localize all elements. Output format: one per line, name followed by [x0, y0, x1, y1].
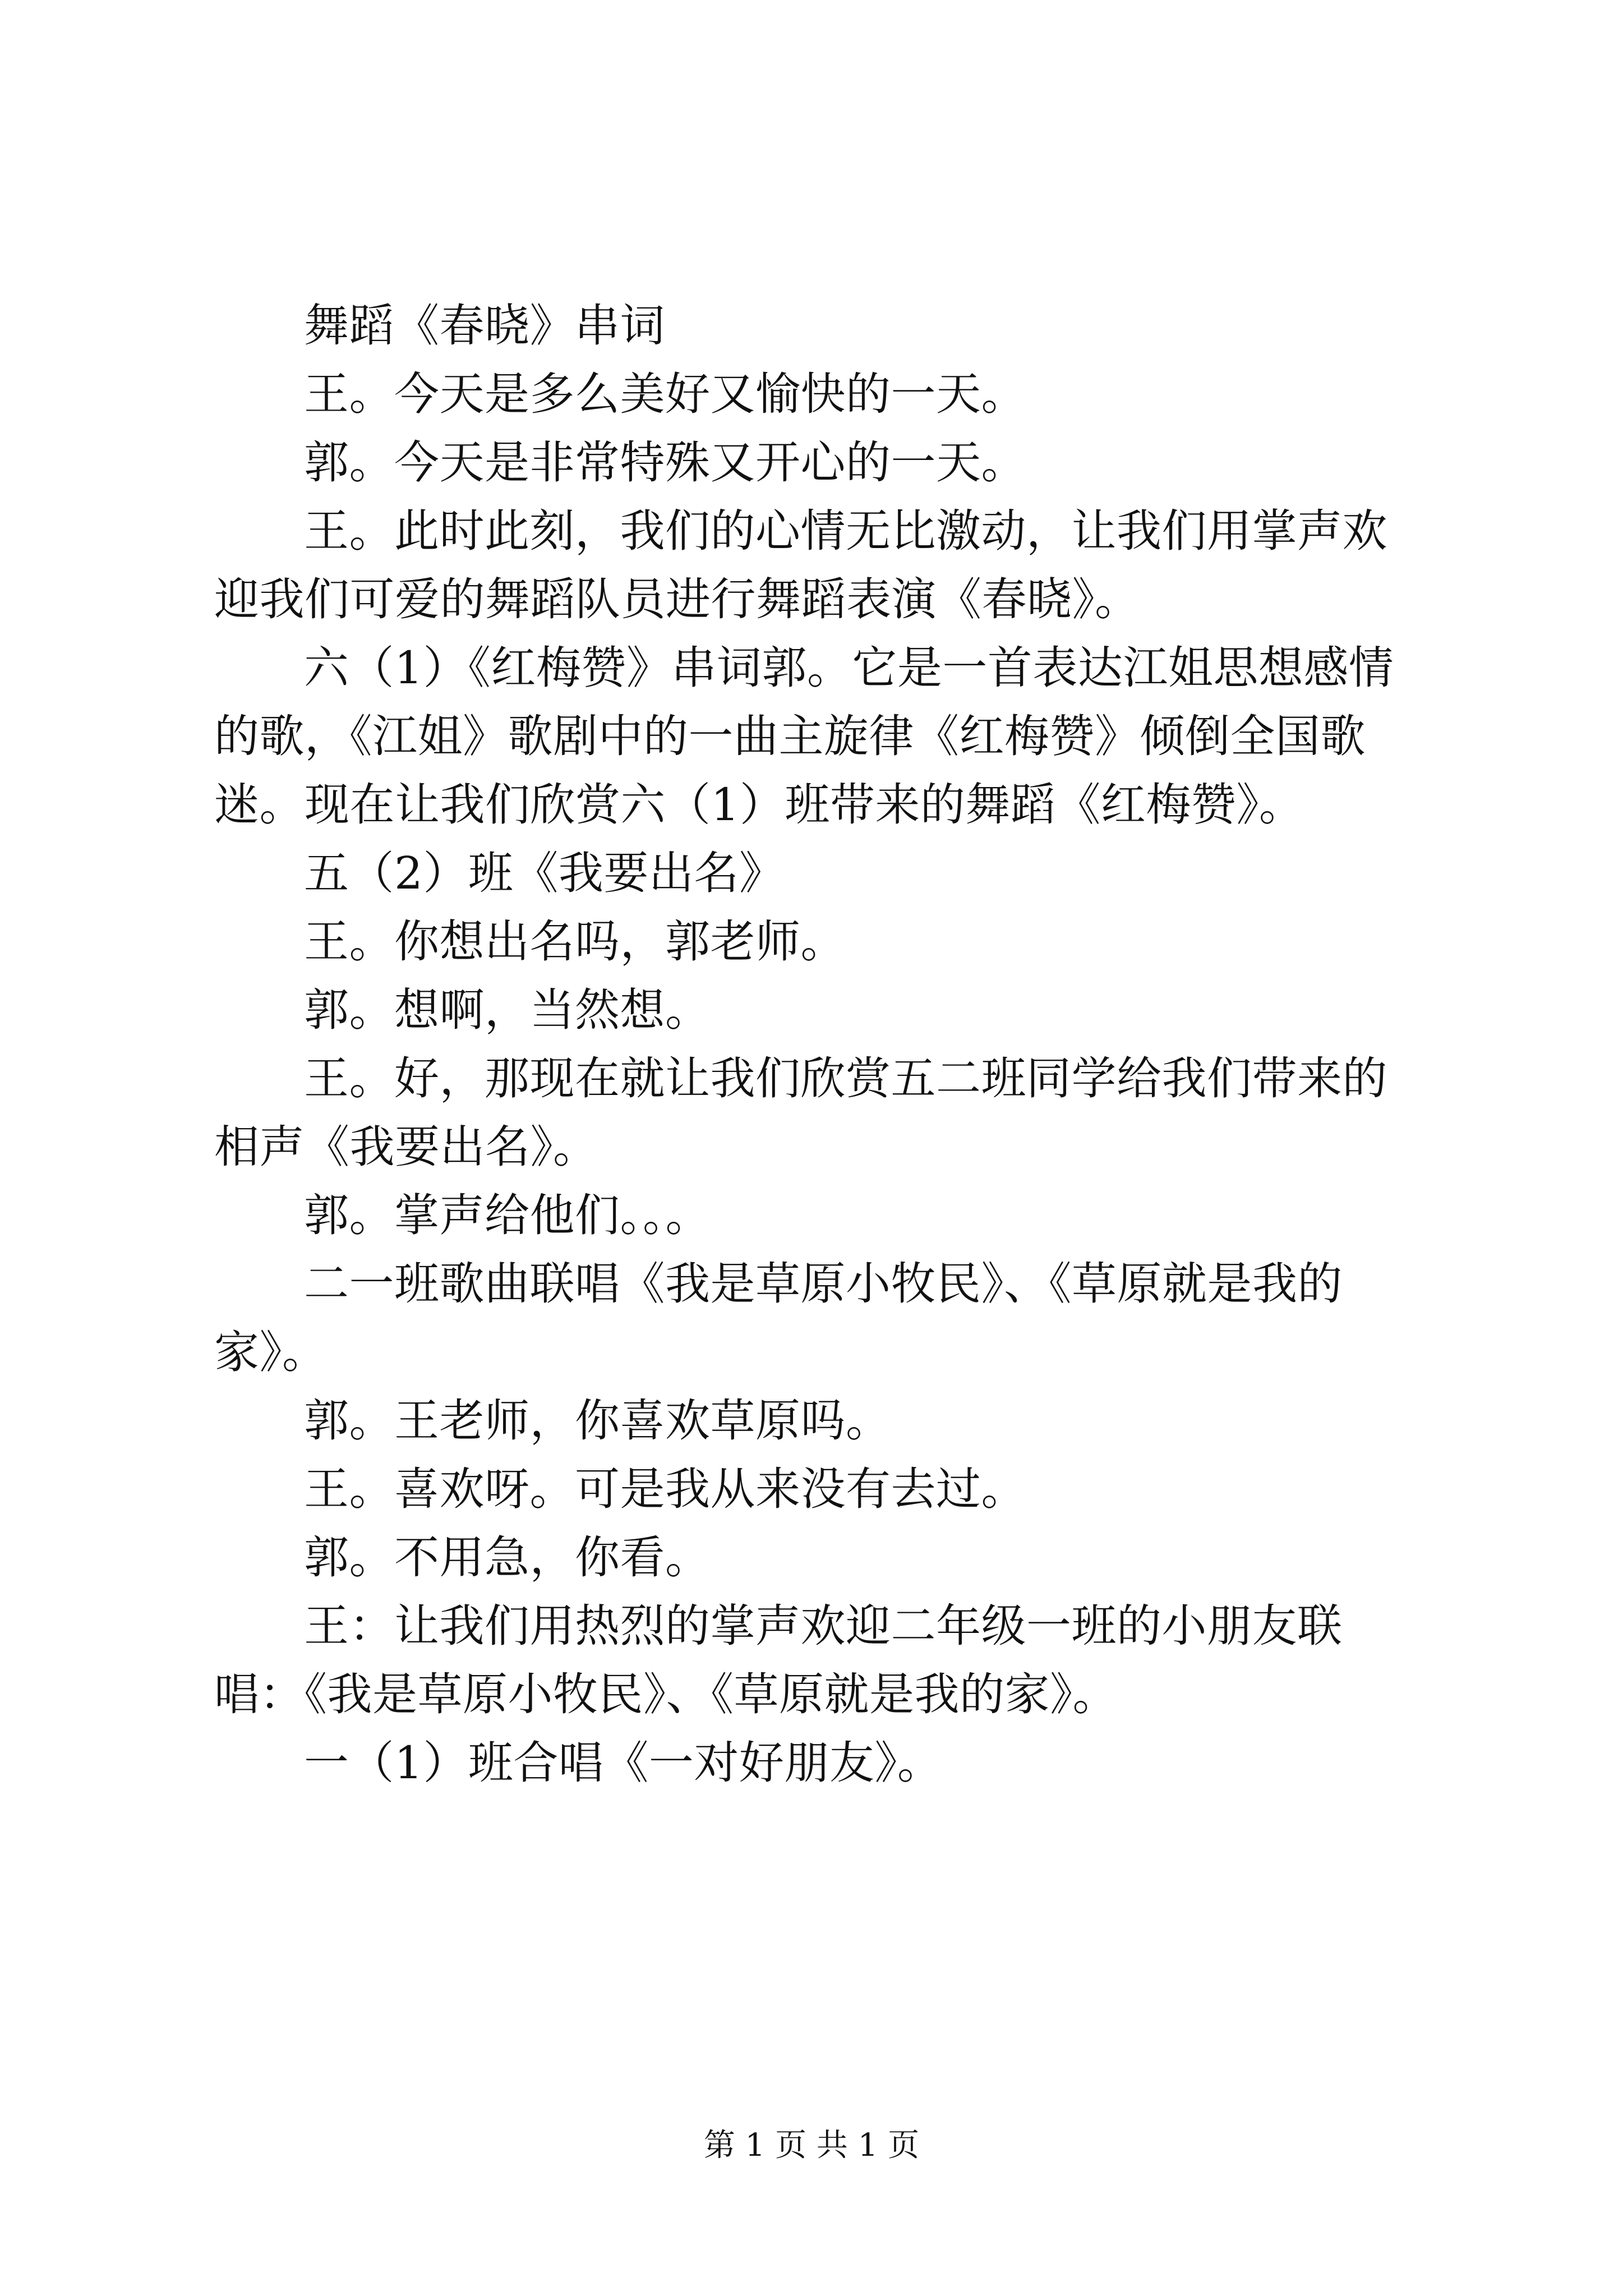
paragraph: 五（2）班《我要出名》	[304, 847, 785, 899]
paragraph: 王：让我们用热烈的掌声欢迎二年级一班的小朋友联唱：《我是草原小牧民》、《草原就是我的家》。	[214, 1600, 1343, 1720]
paragraph: 二一班歌曲联唱《我是草原小牧民》、《草原就是我的家》。	[214, 1258, 1343, 1378]
paragraph: 郭。掌声给他们。。。	[304, 1189, 711, 1241]
paragraph: 王。此时此刻，我们的心情无比激动，让我们用掌声欢迎我们可爱的舞蹈队员进行舞蹈表演《春晓》。	[214, 505, 1387, 625]
paragraph: 王。你想出名吗，郭老师。	[304, 915, 846, 968]
paragraph: 六（1）《红梅赞》串词郭。它是一首表达江姐思想感情的歌，《江姐》歌剧中的一曲主旋律《红梅赞》倾倒全国歌迷。现在让我们欣赏六（1）班带来的舞蹈《红梅赞》。	[214, 642, 1394, 831]
paragraph: 一（1）班合唱《一对好朋友》。	[304, 1737, 943, 1789]
paragraph: 郭。想啊，当然想。	[304, 984, 711, 1036]
paragraph: 郭。今天是非常特殊又开心的一天。	[304, 436, 1026, 489]
paragraph: 郭。王老师，你喜欢草原吗。	[304, 1395, 891, 1447]
paragraph: 王。喜欢呀。可是我从来没有去过。	[304, 1463, 1026, 1515]
paragraph: 王。今天是多么美好又愉快的一天。	[304, 368, 1026, 420]
paragraph: 郭。不用急，你看。	[304, 1531, 711, 1584]
paragraph-title: 舞蹈《春晓》串词	[304, 300, 665, 352]
page-footer: 第 1 页 共 1 页	[703, 2127, 920, 2164]
document-body	[214, 292, 1426, 1797]
paragraph: 王。好，那现在就让我们欣赏五二班同学给我们带来的相声《我要出名》。	[214, 1052, 1387, 1173]
